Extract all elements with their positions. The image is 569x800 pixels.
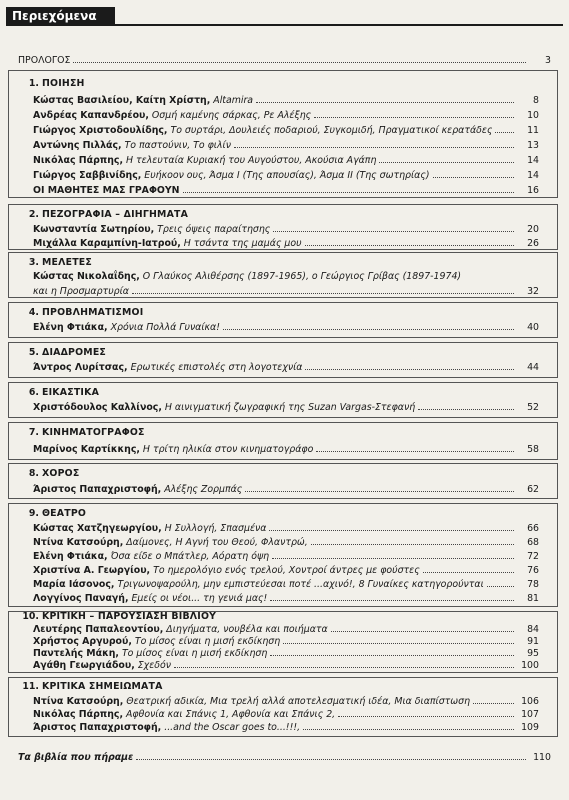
entry-work: Ευήκοον ους, Άσμα I (Της απουσίας), Άσμα II (Της σωτηρίας): [141, 170, 430, 181]
leader-dots: [303, 720, 514, 730]
entry-author: Νικόλας Πάρπης,: [33, 155, 124, 166]
entry-author: Ντίνα Κατσούρη,: [33, 537, 124, 548]
section-number: 7.: [28, 427, 39, 438]
toc-entry-continuation[interactable]: [9, 284, 557, 297]
section-box-studies: [8, 252, 558, 298]
leader-dots: [464, 270, 514, 279]
section-title: ΠΕΖΟΓΡΑΦΙΑ – ΔΙΗΓΗΜΑΤΑ: [42, 209, 189, 220]
section-title: ΘΕΑΤΡΟ: [42, 508, 87, 519]
toc-entry[interactable]: [9, 320, 557, 333]
section-header: [9, 208, 557, 221]
page-number: 58: [527, 444, 539, 455]
leader-dots: [338, 707, 514, 717]
page-number: 66: [527, 523, 539, 534]
toc-entry[interactable]: [9, 707, 557, 720]
entry-work: Χρόνια Πολλά Γυναίκα!: [107, 322, 220, 333]
toc-entry[interactable]: [9, 591, 557, 604]
page-number: 26: [527, 238, 539, 249]
entry-work: Η αινιγματική ζωγραφική της Suzan Vargas-Στεφανή: [161, 402, 416, 413]
section-title: ΚΡΙΤΙΚΗ – ΠΑΡΟΥΣΙΑΣΗ ΒΙΒΛΙΟΥ: [42, 611, 217, 622]
leader-dots: [311, 535, 514, 545]
page-number: 13: [527, 140, 539, 151]
section-header: [9, 426, 557, 439]
leader-dots: [305, 360, 514, 370]
entry-work: Τρεις όψεις παραίτησης: [154, 224, 271, 235]
toc-entry[interactable]: [9, 694, 557, 707]
section-number: 9.: [28, 508, 39, 519]
toc-entry[interactable]: [9, 236, 557, 249]
leader-dots: [73, 53, 526, 63]
section-box-theatre: [8, 503, 558, 607]
leader-dots: [136, 750, 526, 760]
leader-dots: [331, 622, 514, 632]
toc-entry[interactable]: [9, 521, 557, 534]
toc-entry[interactable]: [9, 222, 557, 235]
leader-dots: [487, 577, 514, 587]
page-number: 10: [527, 110, 539, 121]
section-header: [9, 346, 557, 359]
entry-work: ...and the Oscar goes to...!!!,: [161, 722, 301, 733]
entry-work: Σχεδόν: [134, 660, 171, 671]
section-header: [9, 507, 557, 520]
leader-dots: [270, 591, 514, 601]
entry-author: Κωνσταντία Σωτηρίου,: [33, 224, 155, 235]
page-number: 68: [527, 537, 539, 548]
entry-work: Η τρίτη ηλικία στον κινηματογράφο: [139, 444, 314, 455]
page-number: 107: [521, 709, 539, 720]
section-number: 8.: [28, 468, 39, 479]
page-number: 44: [527, 362, 539, 373]
entry-author: Μαρία Ιάσονος,: [33, 579, 115, 590]
entry-work: Η τσάντα της μαμάς μου: [180, 238, 302, 249]
page-number: 78: [527, 579, 539, 590]
entry-work: Εμείς οι νέοι... τη γενιά μας!: [128, 593, 268, 604]
toc-entry[interactable]: [9, 563, 557, 576]
entry-work: Τριγωνοψαρούλη, μην εμπιστεύεσαι ποτέ ...αχινό!, 8 Γυναίκες κατηγορούνται: [114, 579, 484, 590]
page-number: 100: [521, 660, 539, 671]
leader-dots: [269, 521, 514, 531]
entry-author: Ανδρέας Καπανδρέου,: [33, 110, 149, 121]
section-box-dance: [8, 463, 558, 499]
page-number: 81: [527, 593, 539, 604]
leader-dots: [256, 93, 514, 103]
entry-work: Η Συλλογή, Σπασμένα: [161, 523, 267, 534]
section-number: 4.: [28, 307, 39, 318]
entry-author: Αντώνης Πιλλάς,: [33, 140, 122, 151]
page-number: 8: [533, 95, 539, 106]
section-number: 10.: [22, 611, 39, 622]
section-box-cinema: [8, 422, 558, 460]
entry-author: Ελένη Φτιάκα,: [33, 322, 108, 333]
section-title: ΔΙΑΔΡΟΜΕΣ: [42, 347, 107, 358]
entry-work: Θεατρική αδικία, Μια τρελή αλλά αποτελεσματική ιδέα, Μια διαπίστωση: [123, 696, 471, 707]
section-number: 6.: [28, 387, 39, 398]
entry-author: Ελένη Φτιάκα,: [33, 551, 108, 562]
page-number: 3: [545, 55, 551, 66]
leader-dots: [314, 108, 514, 118]
section-header: [9, 386, 557, 399]
page-number: 106: [521, 696, 539, 707]
section-header: [9, 680, 557, 693]
section-box-book-review: [8, 611, 558, 673]
entry-author: Αγάθη Γεωργιάδου,: [33, 660, 135, 671]
section-title: ΠΟΙΗΣΗ: [42, 78, 85, 89]
books-received-label: Τα βιβλία που πήραμε: [18, 752, 134, 763]
entry-work: Αφθονία και Σπάνις 1, Αφθονία και Σπάνις 2,: [123, 709, 336, 720]
entry-work: Όσα είδε ο Μπάτλερ, Αόρατη όψη: [107, 551, 270, 562]
section-header: [9, 306, 557, 319]
page-number: 14: [527, 155, 539, 166]
leader-dots: [245, 482, 514, 492]
leader-dots: [379, 153, 514, 163]
entry-author: Λευτέρης Παπαλεοντίου,: [33, 624, 164, 635]
entry-work: Το ημερολόγιο ενός τρελού, Χοντροί άντρες με φούστες: [150, 565, 420, 576]
entry-work: Ο Γλαύκος Αλιθέρσης (1897-1965), ο Γεώργιος Γρίβας (1897-1974): [139, 271, 462, 282]
entry-author: Χρήστος Αργυρού,: [33, 636, 132, 647]
toc-entry[interactable]: [9, 549, 557, 562]
section-box-reflections: [8, 302, 558, 338]
entry-author: Γιώργος Σαββινίδης,: [33, 170, 142, 181]
entry-author: Μιχάλλα Καραμπίνη-Ιατρού,: [33, 238, 181, 249]
entry-work: Το μίσος είναι η μισή εκδίκηση: [131, 636, 281, 647]
leader-dots: [473, 694, 514, 704]
page-number: 14: [527, 170, 539, 181]
leader-dots: [316, 442, 514, 452]
section-header: [9, 77, 557, 90]
entry-author: Άριστος Παπαχριστοφή,: [33, 722, 162, 733]
leader-dots: [132, 284, 514, 294]
entry-author: Γιώργος Χριστοδουλίδης,: [33, 125, 168, 136]
toc-entry[interactable]: [9, 168, 557, 181]
toc-entry[interactable]: [9, 360, 557, 373]
toc-entry[interactable]: [9, 153, 557, 166]
section-number: 3.: [28, 257, 39, 268]
toc-entry-books-received[interactable]: [18, 750, 551, 764]
leader-dots: [174, 658, 514, 668]
section-title: ΧΟΡΟΣ: [42, 468, 80, 479]
toc-entry[interactable]: [9, 138, 557, 151]
section-number: 2.: [28, 209, 39, 220]
leader-dots: [272, 549, 514, 559]
toc-entry-prologue[interactable]: [18, 53, 551, 67]
section-number: 1.: [28, 78, 39, 89]
entry-work: Το συρτάρι, Δουλειές ποδαριού, Συγκομιδή, Πραγματικοί κερατάδες: [167, 125, 493, 136]
entry-author: Λογγίνος Παναγή,: [33, 593, 129, 604]
entry-author: Χριστίνα Α. Γεωργίου,: [33, 565, 151, 576]
toc-entry[interactable]: [9, 400, 557, 413]
entry-author: Χριστόδουλος Καλλίνος,: [33, 402, 162, 413]
page-number: 16: [527, 185, 539, 196]
toc-entry[interactable]: [9, 123, 557, 136]
toc-entry[interactable]: [9, 658, 557, 671]
page-number: 109: [521, 722, 539, 733]
leader-dots: [495, 123, 514, 133]
toc-entry[interactable]: [9, 577, 557, 590]
page-number: 40: [527, 322, 539, 333]
page-number: 76: [527, 565, 539, 576]
page-number: 52: [527, 402, 539, 413]
toc-entry[interactable]: [9, 535, 557, 548]
section-title: ΜΕΛΕΤΕΣ: [42, 257, 92, 268]
page-number: 91: [527, 636, 539, 647]
entry-work: Αλέξης Ζορμπάς: [161, 484, 243, 495]
section-box-critical-notes: [8, 677, 558, 737]
section-title: ΕΙΚΑΣΤΙΚΑ: [42, 387, 100, 398]
section-title: ΚΡΙΤΙΚΑ ΣΗΜΕΙΩΜΑΤΑ: [42, 681, 163, 692]
section-header: [9, 467, 557, 480]
entry-work: Η τελευταία Κυριακή του Αυγούστου, Ακούσια Αγάπη: [123, 155, 377, 166]
leader-dots: [273, 222, 514, 232]
section-number: 11.: [22, 681, 39, 692]
entry-author: Άντρος Λυρίτσας,: [33, 362, 128, 373]
contents-header: Περιεχόμενα: [6, 7, 115, 26]
leader-dots: [270, 646, 514, 656]
entry-work: Το παστούνιν, Το φιλίν: [121, 140, 231, 151]
leader-dots: [433, 168, 514, 178]
page-number: 84: [527, 624, 539, 635]
header-rule: [115, 24, 563, 26]
entry-work: Το μίσος είναι η μισή εκδίκηση: [118, 648, 268, 659]
entry-author: Παντελής Μάκη,: [33, 648, 119, 659]
page-number: 32: [527, 286, 539, 297]
page-number: 20: [527, 224, 539, 235]
leader-dots: [183, 183, 514, 193]
entry-author: Κώστας Χατζηγεωργίου,: [33, 523, 162, 534]
toc-entry[interactable]: [9, 442, 557, 455]
entry-work: Δαίμονες, Η Αγνή του Θεού, Φλαντρώ,: [123, 537, 308, 548]
prologue-label: ΠΡΟΛΟΓΟΣ: [18, 55, 71, 66]
entry-author: Νικόλας Πάρπης,: [33, 709, 124, 720]
section-number: 5.: [28, 347, 39, 358]
entry-author: Κώστας Νικολαΐδης,: [33, 271, 140, 282]
section-header: [9, 256, 557, 269]
toc-entry[interactable]: [9, 108, 557, 121]
page-number: 95: [527, 648, 539, 659]
entry-author: Κώστας Βασιλείου, Καίτη Χρίστη,: [33, 95, 211, 106]
entry-author: Ντίνα Κατσούρη,: [33, 696, 124, 707]
toc-entry[interactable]: [9, 482, 557, 495]
section-box-prose: [8, 204, 558, 250]
leader-dots: [305, 236, 514, 246]
page-number: 11: [527, 125, 539, 136]
page-number: 62: [527, 484, 539, 495]
entry-author: Μαρίνος Καρτίκκης,: [33, 444, 140, 455]
section-box-poetry: [8, 70, 558, 198]
leader-dots: [418, 400, 514, 410]
section-box-visual-arts: [8, 382, 558, 418]
section-title: ΠΡΟΒΛΗΜΑΤΙΣΜΟΙ: [42, 307, 144, 318]
entry-work: Οσμή καμένης σάρκας, Ρε Αλέξης: [148, 110, 312, 121]
entry-work: Ερωτικές επιστολές στη λογοτεχνία: [127, 362, 303, 373]
entry-author: ΟΙ ΜΑΘΗΤΕΣ ΜΑΣ ΓΡΑΦΟΥΝ: [33, 185, 180, 196]
leader-dots: [234, 138, 514, 148]
toc-entry[interactable]: [9, 270, 557, 283]
toc-entry[interactable]: [9, 720, 557, 733]
toc-entry[interactable]: [9, 93, 557, 106]
section-title: ΚΙΝΗΜΑΤΟΓΡΑΦΟΣ: [42, 427, 145, 438]
leader-dots: [223, 320, 514, 330]
entry-work: και η Προσμαρτυρία: [33, 286, 129, 297]
leader-dots: [423, 563, 514, 573]
entry-author: Άριστος Παπαχριστοφή,: [33, 484, 162, 495]
toc-entry[interactable]: [9, 183, 557, 196]
page-number: 72: [527, 551, 539, 562]
page-number: 110: [533, 752, 551, 763]
section-box-routes: [8, 342, 558, 378]
entry-work: Διηγήματα, νουβέλα και ποιήματα: [163, 624, 328, 635]
leader-dots: [283, 634, 514, 644]
entry-work: Altamira: [210, 95, 254, 106]
